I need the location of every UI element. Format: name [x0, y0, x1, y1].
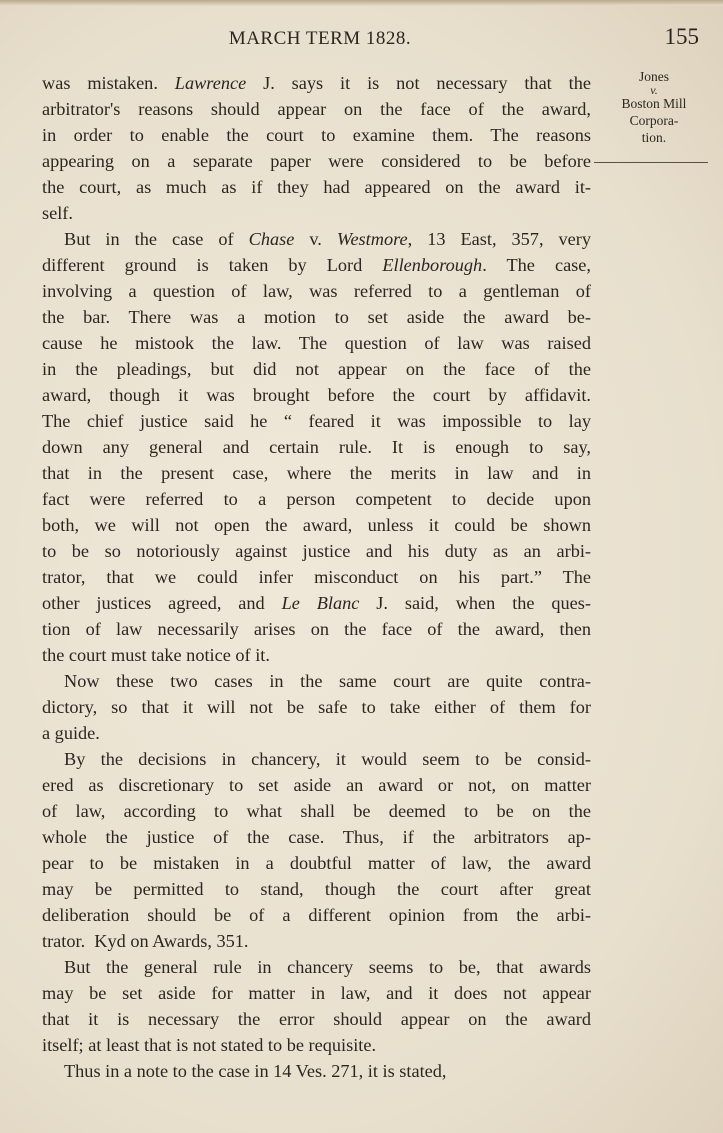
text-line — [42, 1006, 591, 1032]
margin-note-line: v. — [650, 83, 658, 97]
text-segment: whole the justice of the case. Thus, if the arbitrators ap- — [42, 827, 591, 847]
text-segment: trator. Kyd on Awards, 351. — [42, 931, 249, 951]
text-segment: ered as discretionary to set aside an award or not, on matter — [42, 775, 591, 795]
text-segment: pear to be mistaken in a doubtful matter of law, the award — [42, 853, 591, 873]
text-line — [42, 980, 591, 1006]
page-number: 155 — [664, 24, 699, 49]
text-segment: appearing on a separate paper were considered to be before — [42, 151, 591, 171]
text-segment: in order to enable the court to examine them. The reasons — [42, 125, 591, 145]
text-segment: award, though it was brought before the court by affidavit. — [42, 385, 591, 405]
italic-text: Chase — [248, 229, 295, 249]
text-segment: in the pleadings, but did not appear on the face of the — [42, 359, 591, 379]
text-line — [42, 226, 591, 252]
text-segment: arbitrator's reasons should appear on the face of the award, — [42, 99, 591, 119]
text-line — [42, 538, 591, 564]
text-line — [42, 70, 591, 96]
text-line — [42, 174, 591, 200]
text-segment: may be set aside for matter in law, and it does not appear — [42, 983, 591, 1003]
text-segment: The chief justice said he “ feared it was impossible to lay — [42, 411, 591, 431]
text-segment: J. said, when the ques- — [359, 593, 591, 613]
text-line — [42, 902, 591, 928]
text-line — [42, 330, 591, 356]
text-segment: may be permitted to stand, though the court after great — [42, 879, 591, 899]
text-line — [42, 668, 591, 694]
text-line — [42, 486, 591, 512]
margin-note-line: Jones — [639, 69, 669, 84]
text-line — [42, 720, 591, 746]
italic-text: Le Blanc — [281, 593, 360, 613]
text-line — [42, 824, 591, 850]
text-segment: But in the case of — [64, 229, 249, 249]
text-segment: J. says it is not necessary that the — [246, 73, 591, 93]
margin-note-line: tion. — [641, 130, 667, 145]
text-line — [42, 512, 591, 538]
text-line — [42, 772, 591, 798]
text-segment: deliberation should be of a different opinion from the arbi- — [42, 905, 591, 925]
text-line — [42, 200, 591, 226]
text-segment: that in the present case, where the merits in law and in — [42, 463, 591, 483]
text-segment: other justices agreed, and — [42, 593, 282, 613]
text-segment: trator, that we could infer misconduct on his part.” The — [42, 567, 591, 587]
text-line — [42, 642, 591, 668]
text-segment: down any general and certain rule. It is enough to say, — [42, 437, 591, 457]
text-line — [42, 954, 591, 980]
text-line — [42, 382, 591, 408]
text-line — [42, 694, 591, 720]
text-segment: of law, according to what shall be deemed to be on the — [42, 801, 591, 821]
text-segment: different ground is taken by Lord — [42, 255, 383, 275]
text-line — [42, 148, 591, 174]
text-line — [42, 96, 591, 122]
text-segment: Now these two cases in the same court are quite contra- — [64, 671, 591, 691]
text-segment: self. — [42, 203, 73, 223]
text-line — [42, 122, 591, 148]
text-line — [42, 304, 591, 330]
margin-note — [598, 68, 710, 146]
text-segment: fact were referred to a person competent to decide upon — [42, 489, 591, 509]
text-segment: Thus in a note to the case in 14 Ves. 271, it is stated, — [64, 1061, 447, 1081]
text-segment: dictory, so that it will not be safe to take either of them for — [42, 697, 591, 717]
text-segment: to be so notoriously against justice and his duty as an arbi- — [42, 541, 591, 561]
text-line — [42, 798, 591, 824]
text-segment: the court must take notice of it. — [42, 645, 270, 665]
text-segment: the court, as much as if they had appeared on the award it- — [42, 177, 591, 197]
text-segment: that it is necessary the error should appear on the award — [42, 1009, 591, 1029]
text-segment: But the general rule in chancery seems to be, that awards — [64, 957, 591, 977]
text-segment: itself; at least that is not stated to be requisite. — [42, 1035, 377, 1055]
text-line — [42, 928, 591, 954]
text-line — [42, 460, 591, 486]
margin-note-line: Boston Mill — [621, 96, 687, 111]
text-segment: both, we will not open the award, unless it could be shown — [42, 515, 591, 535]
text-line — [42, 434, 591, 460]
running-header: MARCH TERM 1828. — [228, 28, 412, 49]
text-line — [42, 876, 591, 902]
italic-text: Lawrence — [174, 73, 247, 93]
text-segment: By the decisions in chancery, it would seem to be consid- — [64, 749, 591, 769]
text-segment: v. — [294, 229, 337, 249]
margin-note-line: Corpora- — [629, 113, 679, 128]
italic-text: Ellenborough — [382, 255, 483, 275]
text-segment: the bar. There was a motion to set aside the award be- — [42, 307, 591, 327]
text-line — [42, 1058, 591, 1084]
text-segment: was mistaken. — [42, 73, 175, 93]
margin-note-rule — [594, 162, 708, 163]
text-line — [42, 850, 591, 876]
text-segment: cause he mistook the law. The question of law was raised — [42, 333, 591, 353]
text-line — [42, 252, 591, 278]
text-segment: a guide. — [42, 723, 100, 743]
page-top-edge — [0, 0, 723, 6]
text-line — [42, 356, 591, 382]
text-line — [42, 616, 591, 642]
text-segment: . The case, — [482, 255, 591, 275]
text-segment: involving a question of law, was referred to a gentleman of — [42, 281, 591, 301]
text-line — [42, 278, 591, 304]
text-line — [42, 746, 591, 772]
italic-text: Westmore — [336, 229, 408, 249]
text-line — [42, 564, 591, 590]
text-segment: , 13 East, 357, very — [407, 229, 592, 249]
text-segment: tion of law necessarily arises on the face of the award, then — [42, 619, 591, 639]
text-line — [42, 590, 591, 616]
text-line — [42, 408, 591, 434]
text-line — [42, 1032, 591, 1058]
body-text — [42, 70, 591, 1084]
